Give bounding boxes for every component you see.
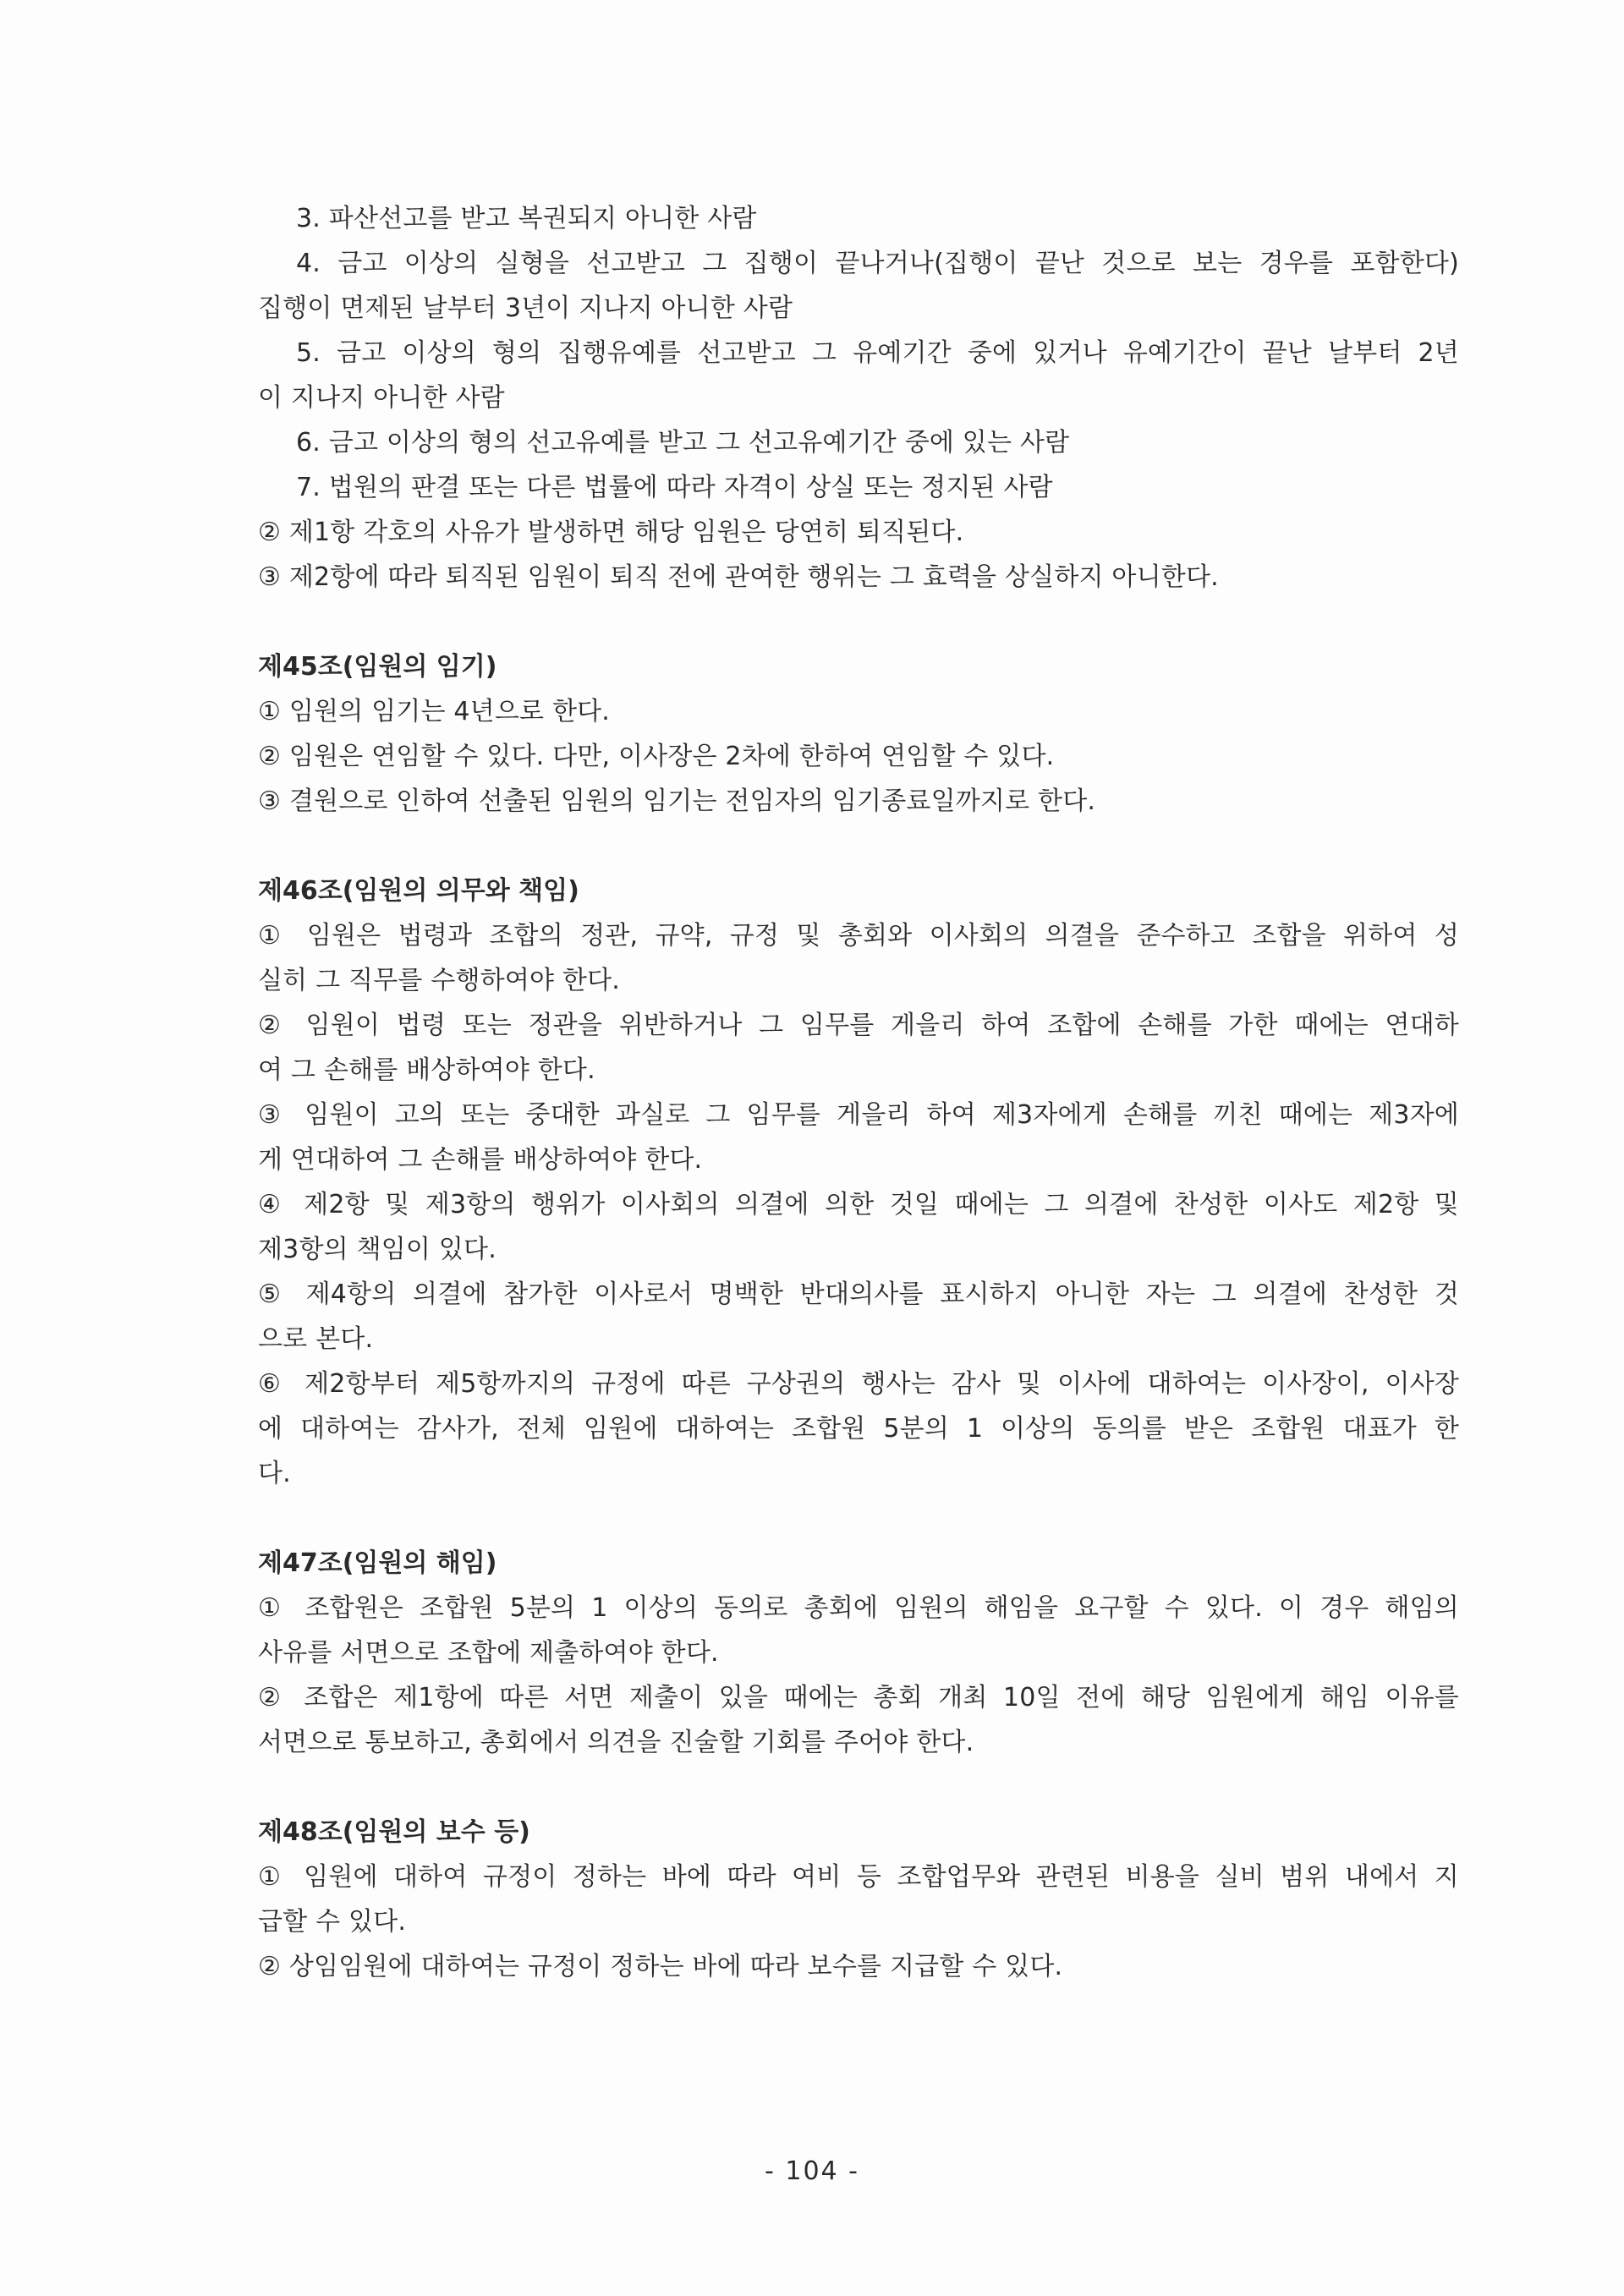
paragraph-line: ② 임원이 법령 또는 정관을 위반하거나 그 임무를 게을리 하여 조합에 손해를 가한 때에는 연대하 xyxy=(258,1011,1459,1040)
paragraph-line: ① 임원에 대하여 규정이 정하는 바에 따라 여비 등 조합업무와 관련된 비용을 실비 범위 내에서 지 xyxy=(258,1862,1459,1892)
paragraph xyxy=(258,1272,1459,1362)
article-46 xyxy=(258,869,1459,1496)
paragraph-line: ③ 결원으로 인하여 선출된 임원의 임기는 전임자의 임기종료일까지로 한다. xyxy=(258,786,1096,816)
paragraph-line: ③ 임원이 고의 또는 중대한 과실로 그 임무를 게을리 하여 제3자에게 손해를 끼친 때에는 제3자에 xyxy=(258,1100,1459,1130)
paragraph xyxy=(258,913,1459,1003)
article-heading: 제47조(임원의 해임) xyxy=(258,1548,497,1578)
paragraph-line: 실히 그 직무를 수행하여야 한다. xyxy=(258,966,621,995)
article-heading: 제48조(임원의 보수 등) xyxy=(258,1817,530,1847)
paragraph-line: ② 임원은 연임할 수 있다. 다만, 이사장은 2차에 한하여 연임할 수 있다. xyxy=(258,742,1055,771)
paragraph-line: 에 대하여는 감사가, 전체 임원에 대하여는 조합원 5분의 1 이상의 동의를 받은 조합원 대표가 한 xyxy=(258,1414,1459,1444)
list-item xyxy=(258,196,1459,241)
paragraph-line: ③ 제2항에 따라 퇴직된 임원이 퇴직 전에 관여한 행위는 그 효력을 상실하지 아니한다. xyxy=(258,562,1219,592)
paragraph-line: ② 제1항 각호의 사유가 발생하면 해당 임원은 당연히 퇴직된다. xyxy=(258,518,964,547)
list-item-line: 이 지나지 아니한 사람 xyxy=(258,383,505,413)
section-gap xyxy=(258,1496,1459,1541)
paragraph xyxy=(258,1944,1459,1989)
paragraph xyxy=(258,555,1459,600)
list-item-line: 4. 금고 이상의 실형을 선고받고 그 집행이 끝나거나(집행이 끝난 것으로 보는 경우를 포함한다) xyxy=(296,249,1459,278)
paragraph xyxy=(258,1855,1459,1944)
paragraph-line: 다. xyxy=(258,1459,291,1488)
list-item xyxy=(258,420,1459,465)
paragraph-line: ① 조합원은 조합원 5분의 1 이상의 동의로 총회에 임원의 해임을 요구할 수 있다. 이 경우 해임의 xyxy=(258,1593,1459,1623)
article-45 xyxy=(258,644,1459,824)
paragraph-line: ② 조합은 제1항에 따른 서면 제출이 있을 때에는 총회 개최 10일 전에 해당 임원에게 해임 이유를 xyxy=(258,1683,1459,1712)
paragraph-line: 서면으로 통보하고, 총회에서 의견을 진술할 기회를 주어야 한다. xyxy=(258,1728,974,1757)
article-48 xyxy=(258,1810,1459,1989)
list-item xyxy=(258,465,1459,510)
section-gap xyxy=(258,1765,1459,1810)
paragraph-line: 게 연대하여 그 손해를 배상하여야 한다. xyxy=(258,1145,703,1175)
paragraph-line: ④ 제2항 및 제3항의 행위가 이사회의 의결에 의한 것일 때에는 그 의결에 찬성한 이사도 제2항 및 xyxy=(258,1190,1459,1219)
document-body xyxy=(258,196,1459,1989)
paragraph xyxy=(258,1182,1459,1272)
list-item xyxy=(258,241,1459,331)
list-item-line: 5. 금고 이상의 형의 집행유예를 선고받고 그 유예기간 중에 있거나 유예기간이 끝난 날부터 2년 xyxy=(296,338,1459,368)
paragraph xyxy=(258,1675,1459,1765)
section-gap xyxy=(258,600,1459,644)
article-47 xyxy=(258,1541,1459,1765)
paragraph-line: 제3항의 책임이 있다. xyxy=(258,1235,497,1264)
paragraph xyxy=(258,1003,1459,1093)
section-gap xyxy=(258,824,1459,869)
page-number: - 104 - xyxy=(765,2156,859,2186)
paragraph-line: ② 상임임원에 대하여는 규정이 정하는 바에 따라 보수를 지급할 수 있다. xyxy=(258,1952,1063,1981)
paragraph-line: 사유를 서면으로 조합에 제출하여야 한다. xyxy=(258,1638,719,1668)
paragraph-line: 으로 본다. xyxy=(258,1324,374,1354)
paragraph-line: ① 임원의 임기는 4년으로 한다. xyxy=(258,697,611,726)
article-heading: 제46조(임원의 의무와 책임) xyxy=(258,876,579,906)
disqualification-list xyxy=(258,196,1459,510)
paragraph xyxy=(258,510,1459,555)
list-item-line: 6. 금고 이상의 형의 선고유예를 받고 그 선고유예기간 중에 있는 사람 xyxy=(296,428,1070,458)
paragraph xyxy=(258,1362,1459,1496)
list-item-line: 집행이 면제된 날부터 3년이 지나지 아니한 사람 xyxy=(258,293,793,323)
paragraph xyxy=(258,1093,1459,1182)
paragraph-line: ① 임원은 법령과 조합의 정관, 규약, 규정 및 총회와 이사회의 의결을 준수하고 조합을 위하여 성 xyxy=(258,921,1459,951)
paragraph-line: 여 그 손해를 배상하여야 한다. xyxy=(258,1055,595,1085)
list-item xyxy=(258,331,1459,420)
paragraph xyxy=(258,1586,1459,1675)
paragraph-line: 급할 수 있다. xyxy=(258,1907,407,1937)
paragraph-line: ⑤ 제4항의 의결에 참가한 이사로서 명백한 반대의사를 표시하지 아니한 자는 그 의결에 찬성한 것 xyxy=(258,1280,1459,1309)
paragraph-line: ⑥ 제2항부터 제5항까지의 규정에 따른 구상권의 행사는 감사 및 이사에 대하여는 이사장이, 이사장 xyxy=(258,1369,1459,1399)
list-item-line: 3. 파산선고를 받고 복권되지 아니한 사람 xyxy=(296,204,757,233)
article-heading: 제45조(임원의 임기) xyxy=(258,652,497,682)
list-item-line: 7. 법원의 판결 또는 다른 법률에 따라 자격이 상실 또는 정지된 사람 xyxy=(296,473,1053,502)
